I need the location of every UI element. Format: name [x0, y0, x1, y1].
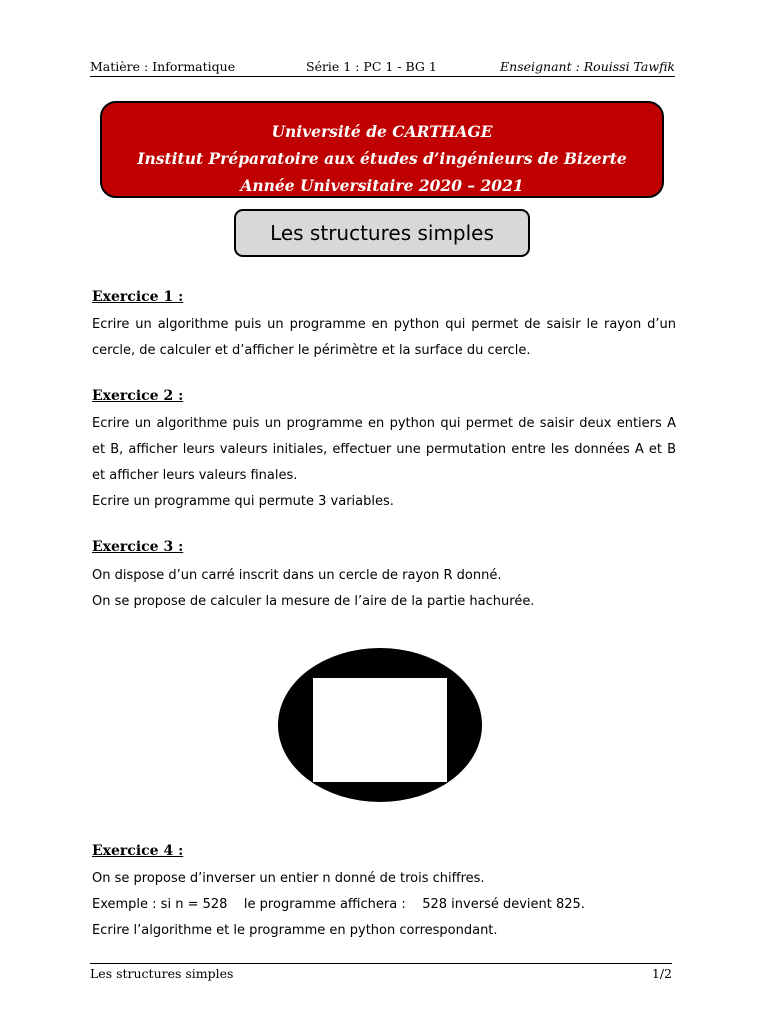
exercise-1-title: Exercice 1 :	[92, 289, 184, 305]
exercise-2-text	[92, 411, 676, 515]
exercise-4-title: Exercice 4 :	[92, 843, 184, 859]
exercise-2-title: Exercice 2 :	[92, 388, 184, 404]
page-number: 1/2	[651, 966, 672, 981]
institute-name: Institut Préparatoire aux études d’ingénieurs de Bizerte	[137, 149, 627, 168]
exercise-4-line: Ecrire l’algorithme et le programme en python correspondant.	[92, 923, 498, 938]
footer-title: Les structures simples	[90, 966, 234, 981]
figure-svg	[276, 647, 484, 803]
exercise-4-line: On se propose d’inverser un entier n donné de trois chiffres.	[92, 871, 485, 886]
exercise-4-text	[92, 866, 676, 944]
university-banner	[100, 101, 664, 198]
exercise-1-text	[92, 312, 676, 364]
square-shape	[313, 678, 447, 782]
series-label: Série 1 : PC 1 - BG 1	[306, 59, 437, 74]
exercise-1-line: Ecrire un algorithme puis un programme en python qui permet de saisir le rayon d’un cercle, de calculer et d’afficher le périmètre et la surface du cercle.	[92, 317, 676, 358]
exercise-3-title: Exercice 3 :	[92, 539, 184, 555]
circle-square-figure	[276, 647, 484, 803]
exercise-3-line: On se propose de calculer la mesure de l’aire de la partie hachurée.	[92, 594, 535, 609]
document-title: Les structures simples	[234, 209, 530, 257]
page-footer	[90, 963, 672, 986]
teacher-label: Enseignant : Rouissi Tawfik	[500, 59, 675, 74]
university-name: Université de CARTHAGE	[271, 122, 493, 141]
exercise-3-text	[92, 563, 676, 615]
page-header	[90, 58, 675, 77]
exercise-2-line: Ecrire un programme qui permute 3 variables.	[92, 494, 394, 509]
subject-label: Matière : Informatique	[90, 59, 236, 74]
exercise-4-line: Exemple : si n = 528 le programme affichera : 528 inversé devient 825.	[92, 897, 585, 912]
exercise-2-line: Ecrire un algorithme puis un programme en python qui permet de saisir deux entiers A et B, afficher leurs valeurs initiales, effectuer une permutation entre les données A et B et afficher leurs valeurs finales.	[92, 416, 676, 483]
exercise-3-line: On dispose d’un carré inscrit dans un cercle de rayon R donné.	[92, 568, 502, 583]
academic-year: Année Universitaire 2020 – 2021	[240, 176, 524, 195]
